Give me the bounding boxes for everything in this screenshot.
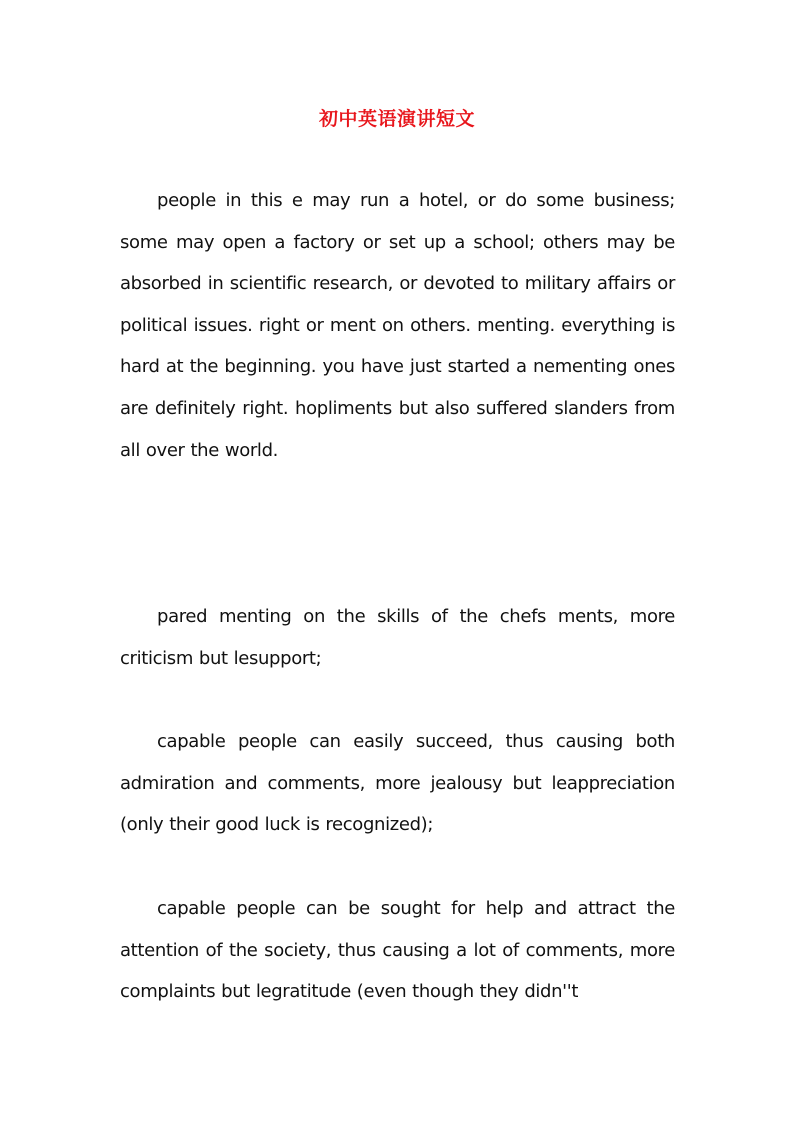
paragraph-3: capable people can easily succeed, thus causing both admiration and comments, more jealousy but leappreciation (only their good luck is recognized); (120, 731, 675, 836)
paragraph-4: capable people can be sought for help and attract the attention of the society, thus causing a lot of comments, more complaints but legratitude (even though they didn''t (120, 898, 675, 1003)
paragraph-1: people in this e may run a hotel, or do some business; some may open a factory or set up a school; others may be absorbed in scientific research, or devoted to military affairs or political issues. right or ment on others. menting. everything is hard at the beginning. you have just started a nementing ones are definitely right. hopliments but also suffered slanders from all over the world. (120, 190, 675, 461)
document-title: 初中英语演讲短文 (318, 108, 475, 130)
paragraph-2: pared menting on the skills of the chefs ments, more criticism but lesupport; (120, 606, 675, 669)
